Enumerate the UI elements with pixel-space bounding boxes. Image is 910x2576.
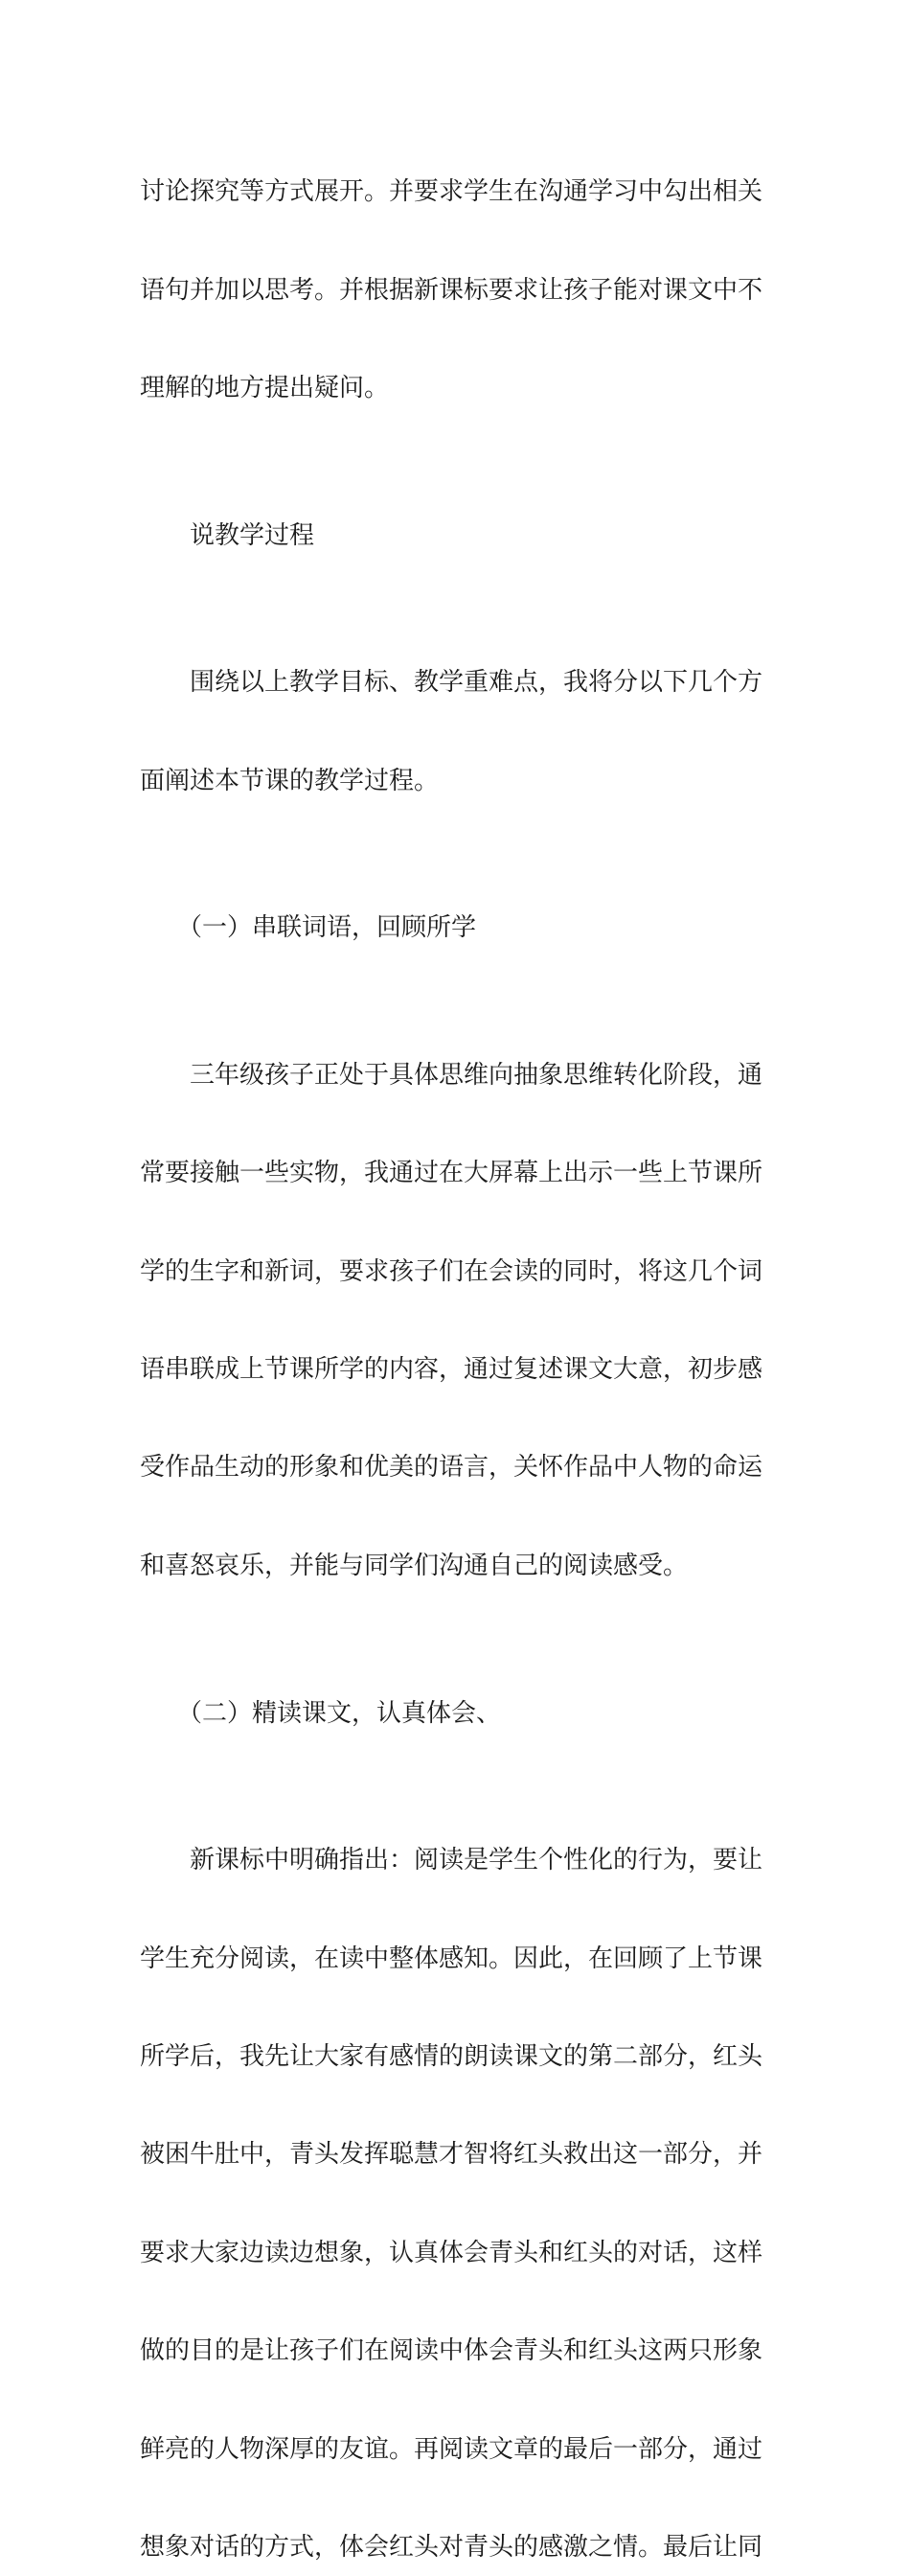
document-body	[140, 119, 772, 2576]
text-line: 新课标中明确指出：阅读是学生个性化的行为，要让	[140, 1846, 763, 1875]
section-heading-step-one	[140, 855, 772, 1002]
text-line: 讨论探究等方式展开。并要求学生在沟通学习中勾出相关	[140, 177, 763, 207]
paragraph-step-two	[140, 1787, 772, 2576]
text-line: 鲜亮的人物深厚的友谊。再阅读文章的最后一部分，通过	[140, 2434, 763, 2464]
text-line: 学生充分阅读，在读中整体感知。因此，在回顾了上节课	[140, 1944, 763, 1973]
text-line: 语句并加以思考。并根据新课标要求让孩子能对课文中不	[140, 275, 763, 305]
text-line: 和喜怒哀乐，并能与同学们沟通自己的阅读感受。	[140, 1551, 689, 1580]
text-line: 想象对话的方式，体会红头对青头的感激之情。最后让同	[140, 2532, 763, 2562]
heading-text: （一）串联词语，回顾所学	[140, 913, 477, 943]
text-line: 三年级孩子正处于具体思维向抽象思维转化阶段，通	[140, 1060, 763, 1090]
paragraph-process-intro	[140, 610, 772, 855]
text-line: 语串联成上节课所学的内容，通过复述课文大意，初步感	[140, 1355, 763, 1385]
text-line: 常要接触一些实物，我通过在大屏幕上出示一些上节课所	[140, 1159, 763, 1188]
paragraph-discussion-continuation	[140, 119, 772, 462]
text-line: 理解的地方提出疑问。	[140, 374, 390, 403]
text-line: 学的生字和新词，要求孩子们在会读的同时，将这几个词	[140, 1256, 763, 1286]
text-line: 围绕以上教学目标、教学重难点，我将分以下几个方	[140, 668, 763, 698]
section-heading-teaching-process	[140, 462, 772, 610]
section-heading-step-two	[140, 1640, 772, 1787]
text-line: 做的目的是让孩子们在阅读中体会青头和红头这两只形象	[140, 2336, 763, 2366]
text-line: 面阐述本节课的教学过程。	[140, 766, 440, 795]
heading-text: 说教学过程	[140, 520, 315, 550]
text-line: 要求大家边读边想象，认真体会青头和红头的对话，这样	[140, 2238, 763, 2267]
text-line: 受作品生动的形象和优美的语言，关怀作品中人物的命运	[140, 1453, 763, 1483]
text-line: 被困牛肚中，青头发挥聪慧才智将红头救出这一部分，并	[140, 2140, 763, 2170]
paragraph-step-one	[140, 1002, 772, 1641]
heading-text: （二）精读课文，认真体会、	[140, 1698, 502, 1728]
text-line: 所学后，我先让大家有感情的朗读课文的第二部分，红头	[140, 2041, 763, 2071]
